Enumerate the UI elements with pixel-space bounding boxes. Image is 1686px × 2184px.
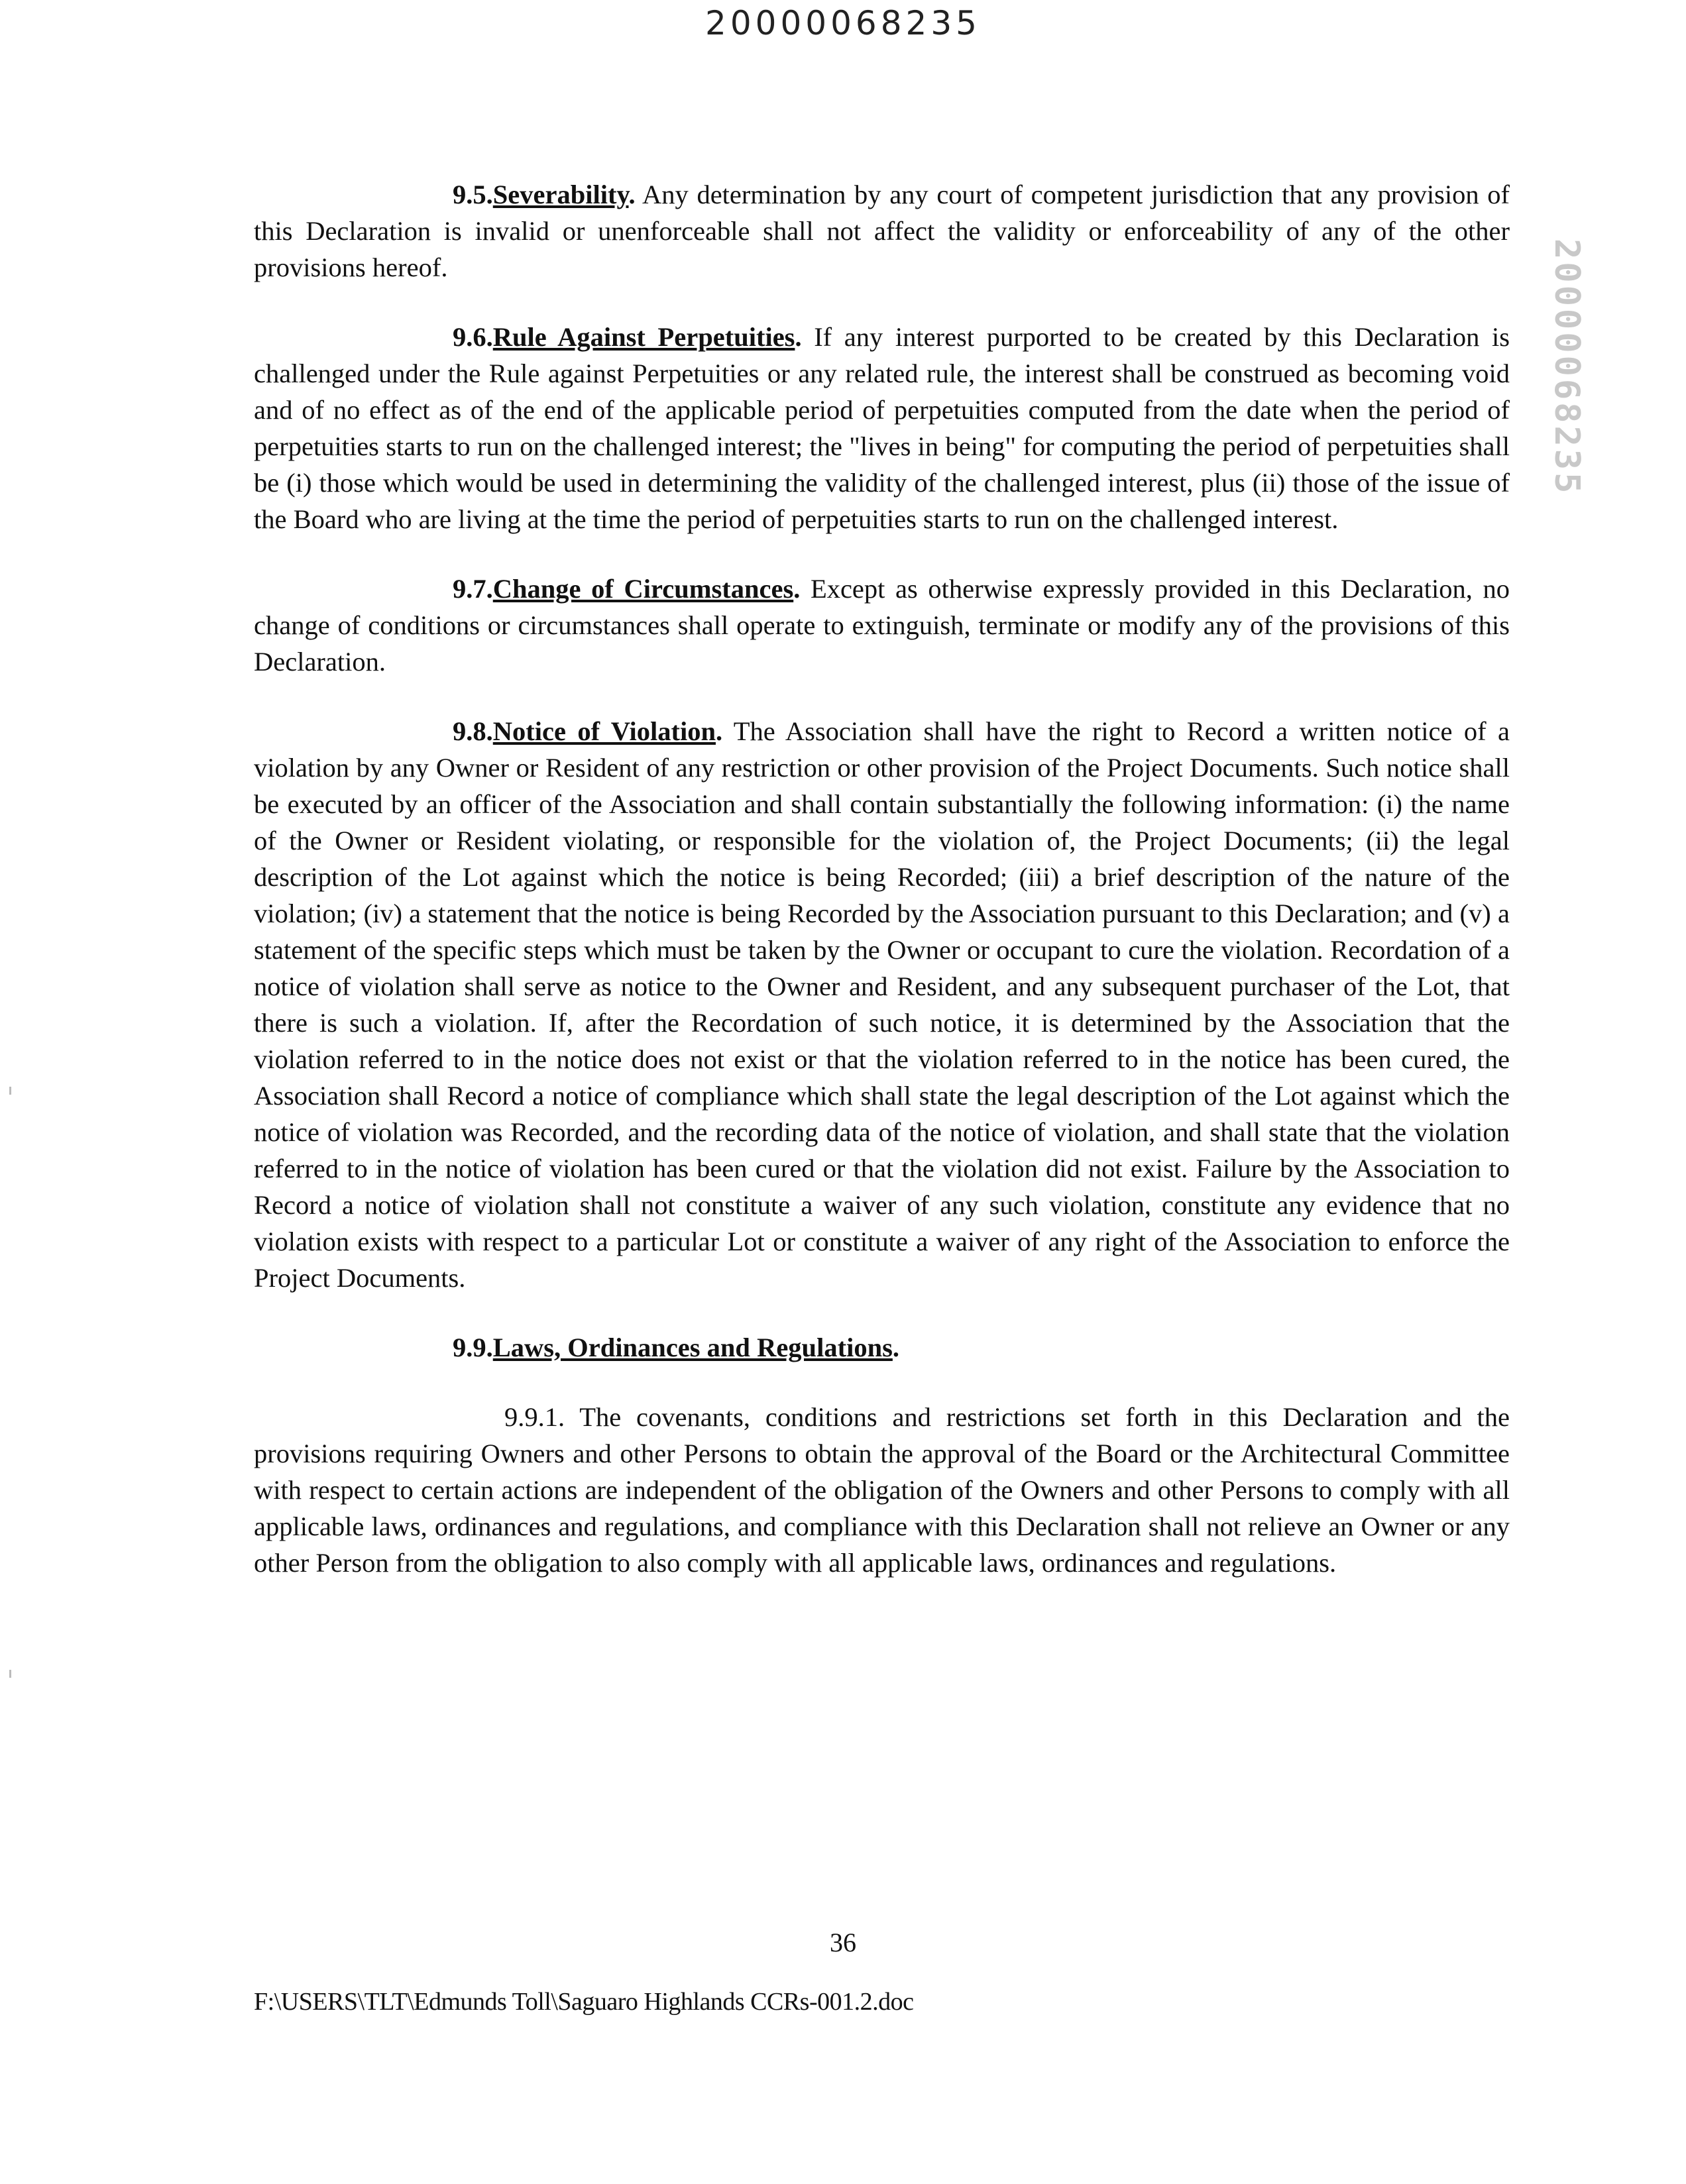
section-number: 9.7. [453,574,493,604]
section-number: 9.6. [453,322,493,352]
section-9-8: 9.8.Notice of Violation. The Association shall have the right to Record a written notice of a violation by any Owner or Resident of any restriction or other provision of the Project Documents. Such notice shall be executed by an officer of the Association and shall contain substantially the following information: (i) the name of the Owner or Resident violating, or responsible for the violation of, the Project Documents; (ii) the legal description of the Lot against which the notice is being Recorded; (iii) a brief description of the nature of the violation; (iv) a statement that the notice is being Recorded by the Association pursuant to this Declaration; and (v) a statement of the specific steps which must be taken by the Owner or occupant to cure the violation. Recordation of a notice of violation shall serve as notice to the Owner and Resident, and any subsequent purchaser of the Lot, that there is such a violation. If, after the Recordation of such notice, it is determined by the Association that the violation referred to in the notice does not exist or that the violation referred to in the notice has been cured, the Association shall Record a notice of compliance which shall state the legal description of the Lot against which the notice of violation was Recorded, and the recording data of the notice of violation, and shall state that the violation referred to in the notice of violation has been cured or that the violation did not exist. Failure by the Association to Record a notice of violation shall not constitute a waiver of any such violation, constitute any evidence that no violation exists with respect to a particular Lot or constitute a waiver of any right of the Association to enforce the Project Documents. [254,716,1510,1293]
subsection-number: 9.9.1. [504,1402,565,1432]
section-9-5: 9.5.Severability. Any determination by any court of competent jurisdiction that any provision of this Declaration is invalid or unenforceable shall not affect the validity or enforceability of any of the other provisions hereof. [254,180,1510,282]
section-text: The Association shall have the right to Record a written notice of a violation by any Owner or Resident of any restriction or other provision of the Project Documents. Such notice shall be executed by an officer of the Association and shall contain substantially the following information: (i) the name of the Owner or Resident violating, or responsible for the violation of, the Project Documents; (ii) the legal description of the Lot against which the notice is being Recorded; (iii) a brief description of the nature of the violation; (iv) a statement that the notice is being Recorded by the Association pursuant to this Declaration; and (v) a statement of the specific steps which must be taken by the Owner or occupant to cure the violation. Recordation of a notice of violation shall serve as notice to the Owner and Resident, and any subsequent purchaser of the Lot, that there is such a violation. If, after the Recordation of such notice, it is determined by the Association that the violation referred to in the notice does not exist or that the violation referred to in the notice has been cured, the Association shall Record a notice of compliance which shall state the legal description of the Lot against which the notice of violation was Recorded, and the recording data of the notice of violation, and shall state that the violation referred to in the notice of violation has been cured or that the violation did not exist. Failure by the Association to Record a notice of violation shall not constitute a waiver of any such violation, constitute any evidence that no violation exists with respect to a particular Lot or constitute a waiver of any right of the Association to enforce the Project Documents. [254,716,1510,1293]
section-title: Notice of Violation [492,716,716,746]
section-number: 9.9. [453,1333,493,1362]
section-9-6: 9.6.Rule Against Perpetuities. If any interest purported to be created by this Declaration is challenged under the Rule against Perpetuities or any related rule, the interest shall be construed as becoming void and of no effect as of the end of the applicable period of perpetuities computed from the date when the period of perpetuities starts to run on the challenged interest; the "lives in being" for computing the period of perpetuities shall be (i) those which would be used in determining the validity of the challenged interest, plus (ii) those of the issue of the Board who are living at the time the period of perpetuities starts to run on the challenged interest. [254,322,1510,534]
section-9-7: 9.7.Change of Circumstances. Except as otherwise expressly provided in this Declaration, no change of conditions or circumstances shall operate to extinguish, terminate or modify any of the provisions of this Declaration. [254,574,1510,677]
section-text: If any interest purported to be created by this Declaration is challenged under the Rule against Perpetuities or any related rule, the interest shall be construed as becoming void and of no effect as of the end of the applicable period of perpetuities computed from the date when the period of perpetuities starts to run on the challenged interest; the "lives in being" for computing the period of perpetuities shall be (i) those which would be used in determining the validity of the challenged interest, plus (ii) those of the issue of the Board who are living at the time the period of perpetuities starts to run on the challenged interest. [254,322,1510,534]
section-title: Rule Against Perpetuities [492,322,795,352]
document-number: 20000068235 [705,4,981,42]
page-number: 36 [830,1928,856,1957]
section-text: Any determination by any court of competent jurisdiction that any provision of this Declaration is invalid or unenforceable shall not affect the validity or enforceability of any of the other provisions hereof. [254,180,1510,282]
file-path: F:\USERS\TLT\Edmunds Toll\Saguaro Highlands CCRs-001.2.doc [254,1988,914,2016]
section-text: Except as otherwise expressly provided in this Declaration, no change of conditions or circumstances shall operate to extinguish, terminate or modify any of the provisions of this Declaration. [254,574,1510,677]
section-title: Change of Circumstances [492,574,794,604]
section-number: 9.5. [453,180,493,209]
section-number: 9.8. [453,716,493,746]
margin-mark [9,1670,11,1678]
document-body [254,176,1510,1614]
section-title: Laws, Ordinances and Regulations [492,1333,893,1362]
side-stamp: 20000068235 [1547,239,1587,496]
section-9-9: 9.9.Laws, Ordinances and Regulations. [453,1333,899,1362]
section-9-9-1 [254,1399,1510,1581]
margin-mark [9,1087,11,1095]
section-title: Severability [492,180,629,209]
subsection-text: The covenants, conditions and restrictions set forth in this Declaration and the provisions requiring Owners and other Persons to obtain the approval of the Board or the Architectural Committee with respect to certain actions are independent of the obligation of the Owners and other Persons to comply with all applicable laws, ordinances and regulations, and compliance with this Declaration shall not relieve an Owner or any other Person from the obligation to also comply with all applicable laws, ordinances and regulations. [254,1402,1510,1578]
